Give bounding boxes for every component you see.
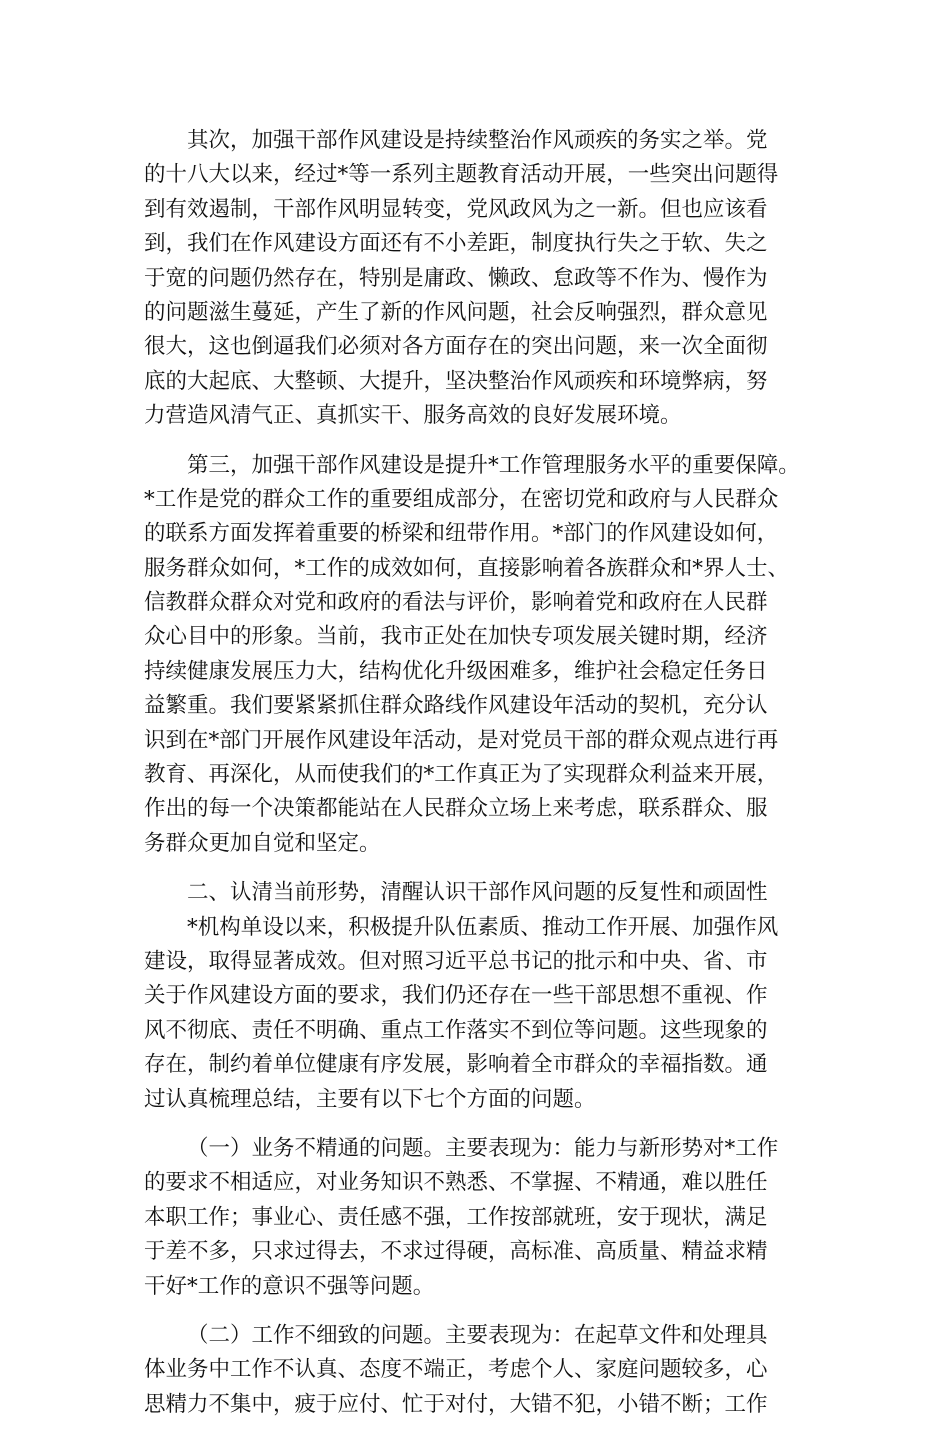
text-line: 体业务中工作不认真、态度不端正，考虑个人、家庭问题较多，心 xyxy=(144,1357,768,1383)
text-line: 到有效遏制，干部作风明显转变，党风政风为之一新。但也应该看 xyxy=(144,196,768,222)
paragraph-4 xyxy=(144,1132,810,1304)
text-line: 服务群众如何，*工作的成效如何，直接影响着各族群众和*界人士、 xyxy=(144,555,790,581)
text-line: 很大，这也倒逼我们必须对各方面存在的突出问题，来一次全面彻 xyxy=(144,334,768,360)
section-heading: 二、认清当前形势，清醒认识干部作风问题的反复性和顽固性 xyxy=(187,880,768,906)
text-line: 思精力不集中，疲于应付、忙于对付，大错不犯，小错不断；工作 xyxy=(144,1391,768,1417)
text-line: 过认真梳理总结，主要有以下七个方面的问题。 xyxy=(144,1086,596,1112)
text-line: 的联系方面发挥着重要的桥梁和纽带作用。*部门的作风建设如何， xyxy=(144,521,779,547)
text-line: 众心目中的形象。当前，我市正处在加快专项发展关键时期，经济 xyxy=(144,624,768,650)
text-line: 底的大起底、大整顿、大提升，坚决整治作风顽疾和环境弊病，努 xyxy=(144,368,768,394)
text-line: 的要求不相适应，对业务知识不熟悉、不掌握、不精通，难以胜任 xyxy=(144,1170,768,1196)
paragraph-2 xyxy=(144,449,810,862)
paragraph-3 xyxy=(144,876,810,1117)
text-line: 于差不多，只求过得去，不求过得硬，高标准、高质量、精益求精 xyxy=(144,1239,768,1265)
text-line: 益繁重。我们要紧紧抓住群众路线作风建设年活动的契机，充分认 xyxy=(144,693,768,719)
text-line: 存在，制约着单位健康有序发展，影响着全市群众的幸福指数。通 xyxy=(144,1052,768,1078)
text-line: 教育、再深化，从而使我们的*工作真正为了实现群众利益来开展， xyxy=(144,762,779,788)
text-line: 识到在*部门开展作风建设年活动，是对党员干部的群众观点进行再 xyxy=(144,727,779,753)
text-line: 第三，加强干部作风建设是提升*工作管理服务水平的重要保障。 xyxy=(187,452,800,478)
text-line: 干好*工作的意识不强等问题。 xyxy=(144,1273,435,1299)
text-line: 本职工作；事业心、责任感不强，工作按部就班，安于现状，满足 xyxy=(144,1204,768,1230)
text-line: *机构单设以来，积极提升队伍素质、推动工作开展、加强作风 xyxy=(187,914,779,940)
text-line: 持续健康发展压力大，结构优化升级困难多，维护社会稳定任务日 xyxy=(144,658,768,684)
text-line: 于宽的问题仍然存在，特别是庸政、懒政、怠政等不作为、慢作为 xyxy=(144,265,768,291)
text-line: 的问题滋生蔓延，产生了新的作风问题，社会反响强烈，群众意见 xyxy=(144,299,768,325)
paragraph-1 xyxy=(144,124,810,434)
text-line: 力营造风清气正、真抓实干、服务高效的良好发展环境。 xyxy=(144,403,682,429)
text-line: 作出的每一个决策都能站在人民群众立场上来考虑，联系群众、服 xyxy=(144,796,768,822)
paragraph-5 xyxy=(144,1319,810,1422)
text-line: 的十八大以来，经过*等一系列主题教育活动开展，一些突出问题得 xyxy=(144,162,779,188)
text-line: （一）业务不精通的问题。主要表现为：能力与新形势对*工作 xyxy=(187,1135,779,1161)
text-line: 务群众更加自觉和坚定。 xyxy=(144,830,381,856)
text-line: 其次，加强干部作风建设是持续整治作风顽疾的务实之举。党 xyxy=(187,128,768,153)
text-line: 到，我们在作风建设方面还有不小差距，制度执行失之于软、失之 xyxy=(144,231,768,257)
text-line: 信教群众群众对党和政府的看法与评价，影响着党和政府在人民群 xyxy=(144,590,768,616)
text-line: 关于作风建设方面的要求，我们仍还存在一些干部思想不重视、作 xyxy=(144,983,768,1009)
document-body xyxy=(144,124,810,1437)
text-line: *工作是党的群众工作的重要组成部分，在密切党和政府与人民群众 xyxy=(144,486,779,512)
text-line: （二）工作不细致的问题。主要表现为：在起草文件和处理具 xyxy=(187,1322,768,1348)
text-line: 风不彻底、责任不明确、重点工作落实不到位等问题。这些现象的 xyxy=(144,1017,768,1043)
text-line: 建设，取得显著成效。但对照习近平总书记的批示和中央、省、市 xyxy=(144,948,768,974)
